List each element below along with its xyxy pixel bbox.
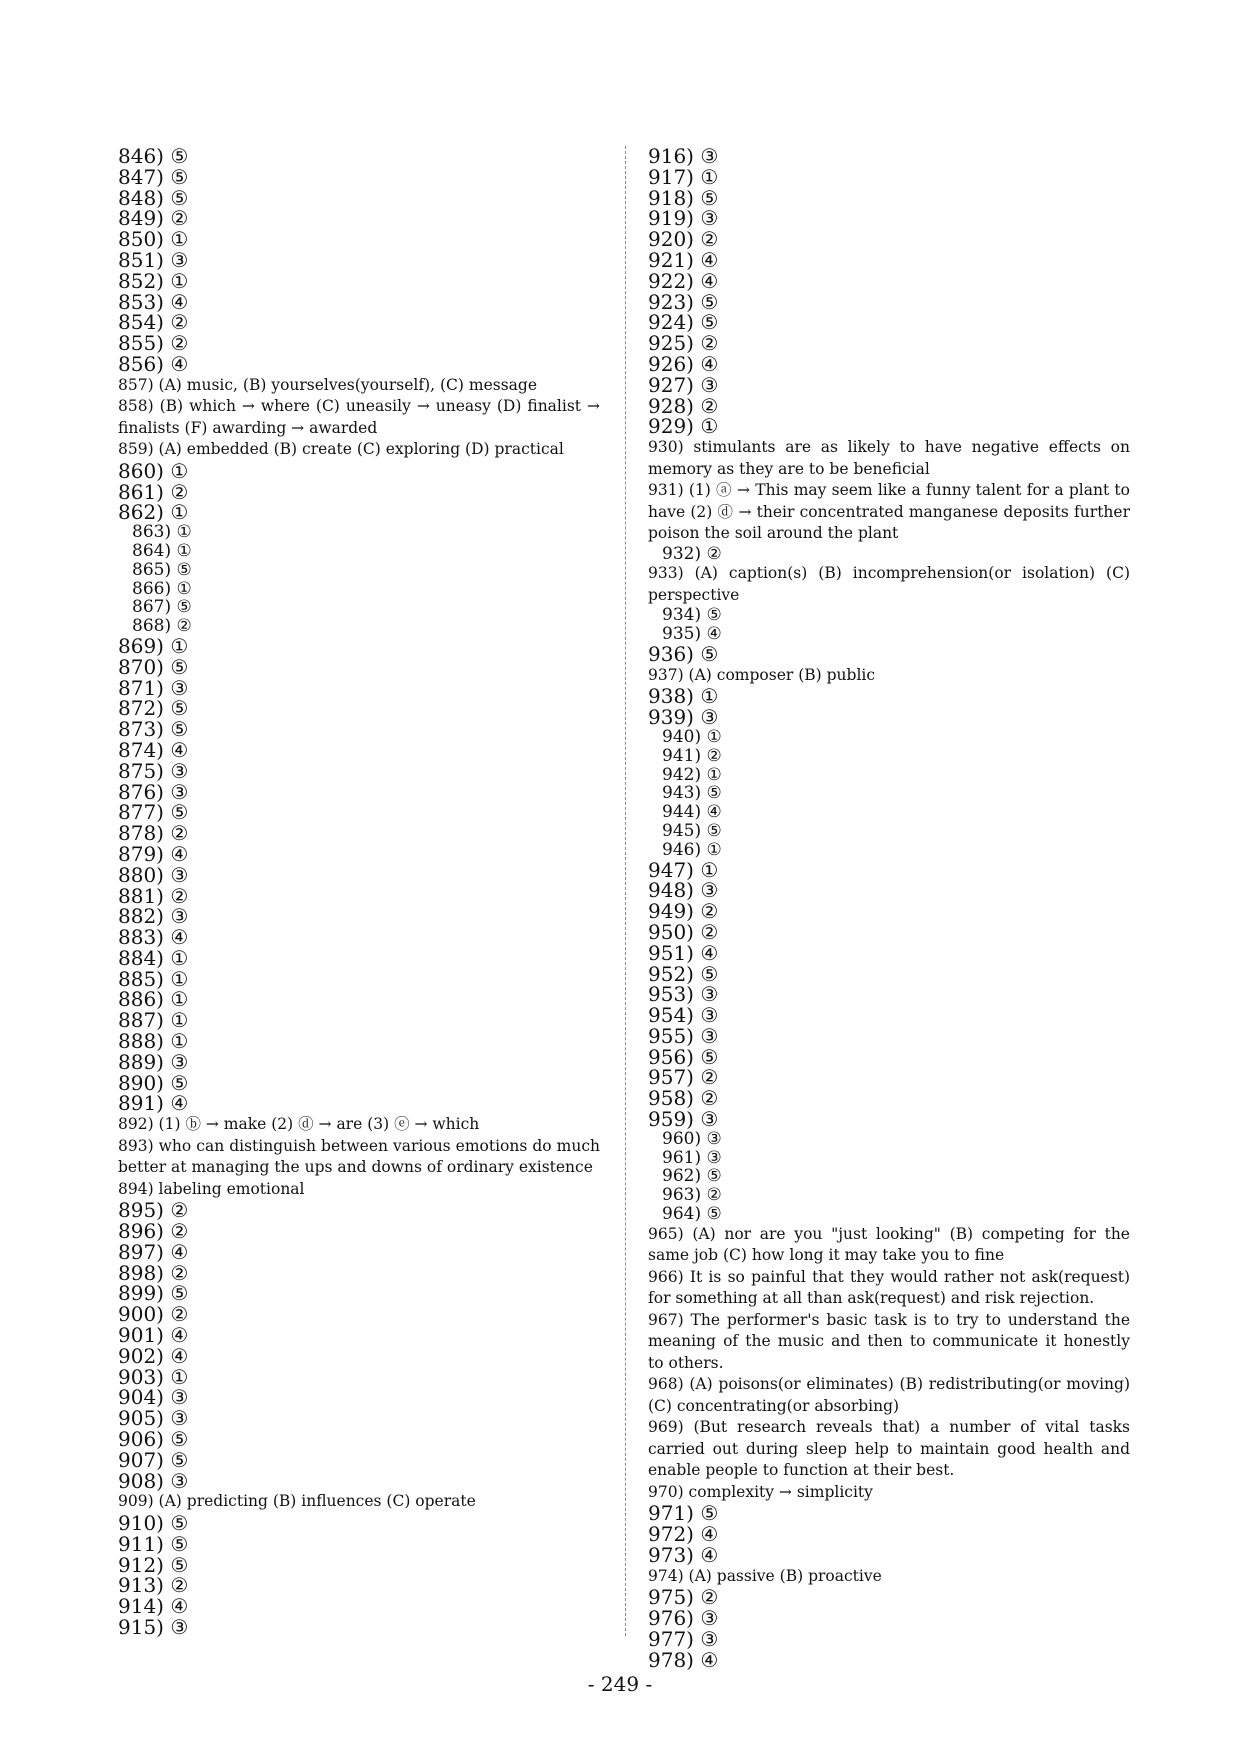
answer-entry: 854) ② — [118, 310, 189, 335]
answer-entry: 881) ② — [118, 883, 189, 908]
answer-entry: 948) ③ — [648, 878, 719, 903]
answer-entry: 846) ⑤ — [118, 144, 189, 168]
answer-entry: 895) ② — [118, 1198, 189, 1223]
answer-entry: 905) ③ — [118, 1406, 189, 1431]
answer-entry: 913) ② — [118, 1573, 189, 1598]
answer-entry: 960) ③ — [662, 1128, 722, 1149]
answer-entry: 961) ③ — [662, 1147, 722, 1168]
answer-entry: 938) ① — [648, 684, 719, 709]
answer-entry: 884) ① — [118, 945, 189, 970]
answer-entry: 943) ⑤ — [662, 783, 722, 804]
answer-entry: 974) (A) passive (B) proactive — [648, 1566, 882, 1585]
answer-entry: 918) ⑤ — [648, 185, 719, 210]
answer-entry: 920) ② — [648, 227, 719, 252]
answer-entry: 847) ⑤ — [118, 164, 189, 189]
answer-entry: 953) ③ — [648, 982, 719, 1007]
answer-entry: 885) ① — [118, 966, 189, 991]
answer-entry: 959) ③ — [648, 1107, 719, 1132]
answer-entry: 921) ④ — [648, 247, 719, 272]
answer-entry: 877) ⑤ — [118, 800, 189, 825]
answer-entry: 878) ② — [118, 821, 189, 846]
answer-entry: 951) ④ — [648, 940, 719, 965]
answer-entry: 899) ⑤ — [118, 1281, 189, 1306]
answer-entry: 869) ① — [118, 633, 189, 658]
answer-entry: 864) ① — [132, 540, 192, 561]
answer-entry: 955) ③ — [648, 1023, 719, 1048]
answer-entry: 972) ④ — [648, 1522, 719, 1547]
answer-entry: 898) ② — [118, 1260, 189, 1285]
answer-entry: 914) ④ — [118, 1594, 189, 1619]
answer-entry: 929) ① — [648, 414, 719, 439]
answer-entry: 889) ③ — [118, 1049, 189, 1074]
answer-entry: 856) ④ — [118, 351, 189, 376]
answer-entry: 893) who can distinguish between various emotions do much better at managing the ups and downs of ordinary existence — [118, 1136, 600, 1177]
answer-entry: 968) (A) poisons(or eliminates) (B) redistributing(or moving) (C) concentrating(or absorbing) — [648, 1375, 1130, 1415]
answer-entry: 946) ① — [662, 839, 722, 860]
answer-entry: 865) ⑤ — [132, 559, 192, 580]
answer-entry: 872) ⑤ — [118, 696, 189, 721]
answer-entry: 971) ⑤ — [648, 1501, 719, 1526]
answer-entry: 977) ③ — [648, 1626, 719, 1651]
answer-entry: 915) ③ — [118, 1614, 189, 1639]
answer-entry: 858) (B) which → where (C) uneasily → uneasy (D) finalist → finalists (F) awarding → awarded — [118, 397, 600, 437]
answer-entry: 952) ⑤ — [648, 961, 719, 986]
answer-entry: 930) stimulants are as likely to have negative effects on memory as they are to be beneficial — [648, 438, 1130, 478]
right-answer-column — [648, 146, 1130, 1670]
answer-entry: 870) ⑤ — [118, 654, 189, 679]
answer-entry: 866) ① — [132, 578, 192, 599]
answer-entry: 904) ③ — [118, 1385, 189, 1410]
answer-entry: 862) ① — [118, 500, 189, 525]
answer-entry: 970) complexity → simplicity — [648, 1482, 873, 1501]
answer-entry: 886) ① — [118, 987, 189, 1012]
answer-entry: 931) (1) ⓐ → This may seem like a funny talent for a plant to have (2) ⓓ → their concentrated manganese deposits further poison the soil around the plant — [648, 481, 1130, 543]
answer-entry: 874) ④ — [118, 737, 189, 762]
answer-entry: 967) The performer's basic task is to try to understand the meaning of the music and then to communicate it honestly to others. — [648, 1310, 1130, 1372]
answer-entry: 892) (1) ⓑ → make (2) ⓓ → are (3) ⓔ → which — [118, 1115, 480, 1134]
answer-entry: 935) ④ — [662, 624, 722, 645]
answer-entry: 910) ⑤ — [118, 1510, 189, 1535]
answer-entry: 853) ④ — [118, 289, 189, 314]
answer-entry: 957) ② — [648, 1065, 719, 1090]
answer-entry: 902) ④ — [118, 1343, 189, 1368]
answer-entry: 966) It is so painful that they would rather not ask(request) for something at all than ask(request) and risk rejection. — [648, 1267, 1130, 1308]
answer-entry: 868) ② — [132, 616, 192, 637]
answer-entry: 965) (A) nor are you "just looking" (B) competing for the same job (C) how long it may take you to fine — [648, 1224, 1130, 1265]
answer-entry: 879) ④ — [118, 841, 189, 866]
answer-entry: 852) ① — [118, 268, 189, 293]
answer-entry: 958) ② — [648, 1086, 719, 1111]
answer-entry: 903) ① — [118, 1364, 189, 1389]
answer-entry: 850) ① — [118, 227, 189, 252]
answer-entry: 857) (A) music, (B) yourselves(yourself), (C) message — [118, 375, 538, 394]
answer-entry: 936) ⑤ — [648, 642, 719, 667]
answer-entry: 908) ③ — [118, 1468, 189, 1493]
answer-entry: 897) ④ — [118, 1239, 189, 1264]
answer-entry: 944) ④ — [662, 802, 722, 823]
answer-entry: 933) (A) caption(s) (B) incomprehension(or isolation) (C) perspective — [648, 564, 1130, 604]
answer-entry: 927) ③ — [648, 372, 719, 397]
answer-entry: 909) (A) predicting (B) influences (C) operate — [118, 1492, 476, 1511]
answer-entry: 911) ⑤ — [118, 1531, 189, 1556]
answer-entry: 876) ③ — [118, 779, 189, 804]
answer-entry: 849) ② — [118, 206, 189, 231]
answer-entry: 922) ④ — [648, 268, 719, 293]
answer-entry: 880) ③ — [118, 862, 189, 887]
answer-entry: 940) ① — [662, 726, 722, 747]
answer-entry: 863) ① — [132, 522, 192, 543]
answer-entry: 963) ② — [662, 1185, 722, 1206]
answer-entry: 928) ② — [648, 393, 719, 418]
answer-entry: 883) ④ — [118, 925, 189, 950]
answer-entry: 890) ⑤ — [118, 1070, 189, 1095]
answer-entry: 916) ③ — [648, 144, 719, 168]
answer-entry: 860) ① — [118, 458, 189, 483]
answer-entry: 875) ③ — [118, 758, 189, 783]
page-number: - 249 - — [587, 1672, 653, 1696]
answer-entry: 873) ⑤ — [118, 717, 189, 742]
answer-entry: 962) ⑤ — [662, 1166, 722, 1187]
left-answer-column — [118, 146, 600, 1638]
answer-entry: 871) ③ — [118, 675, 189, 700]
answer-entry: 851) ③ — [118, 247, 189, 272]
answer-entry: 861) ② — [118, 479, 189, 504]
answer-entry: 924) ⑤ — [648, 310, 719, 335]
answer-entry: 947) ① — [648, 857, 719, 882]
answer-entry: 942) ① — [662, 764, 722, 785]
answer-entry: 855) ② — [118, 331, 189, 356]
answer-entry: 969) (But research reveals that) a number of vital tasks carried out during sleep help to maintain good health and enable people to function at their best. — [648, 1418, 1130, 1480]
answer-entry: 937) (A) composer (B) public — [648, 665, 876, 684]
answer-entry: 867) ⑤ — [132, 597, 192, 618]
answer-entry: 973) ④ — [648, 1542, 719, 1567]
column-divider — [625, 146, 626, 1636]
answer-entry: 917) ① — [648, 164, 719, 189]
answer-entry: 906) ⑤ — [118, 1427, 189, 1452]
answer-entry: 976) ③ — [648, 1606, 719, 1631]
answer-entry: 941) ② — [662, 745, 722, 766]
answer-entry: 964) ⑤ — [662, 1204, 722, 1225]
answer-entry: 901) ④ — [118, 1323, 189, 1348]
answer-entry: 848) ⑤ — [118, 185, 189, 210]
answer-entry: 978) ④ — [648, 1647, 719, 1672]
answer-entry: 859) (A) embedded (B) create (C) exploring (D) practical — [118, 440, 564, 459]
answer-entry: 919) ③ — [648, 206, 719, 231]
answer-entry: 954) ③ — [648, 1003, 719, 1028]
answer-entry: 907) ⑤ — [118, 1447, 189, 1472]
answer-entry: 894) labeling emotional — [118, 1179, 305, 1198]
answer-entry: 882) ③ — [118, 904, 189, 929]
answer-entry: 923) ⑤ — [648, 289, 719, 314]
answer-entry: 891) ④ — [118, 1091, 189, 1116]
answer-entry: 887) ① — [118, 1008, 189, 1033]
answer-entry: 912) ⑤ — [118, 1552, 189, 1577]
answer-entry: 888) ① — [118, 1029, 189, 1054]
answer-entry: 900) ② — [118, 1302, 189, 1327]
answer-entry: 896) ② — [118, 1219, 189, 1244]
answer-entry: 939) ③ — [648, 705, 719, 730]
answer-entry: 956) ⑤ — [648, 1044, 719, 1069]
answer-entry: 950) ② — [648, 919, 719, 944]
answer-entry: 932) ② — [662, 543, 722, 564]
answer-entry: 945) ⑤ — [662, 820, 722, 841]
answer-entry: 975) ② — [648, 1585, 719, 1610]
answer-entry: 934) ⑤ — [662, 605, 722, 626]
answer-entry: 925) ② — [648, 331, 719, 356]
answer-entry: 949) ② — [648, 899, 719, 924]
answer-entry: 926) ④ — [648, 351, 719, 376]
